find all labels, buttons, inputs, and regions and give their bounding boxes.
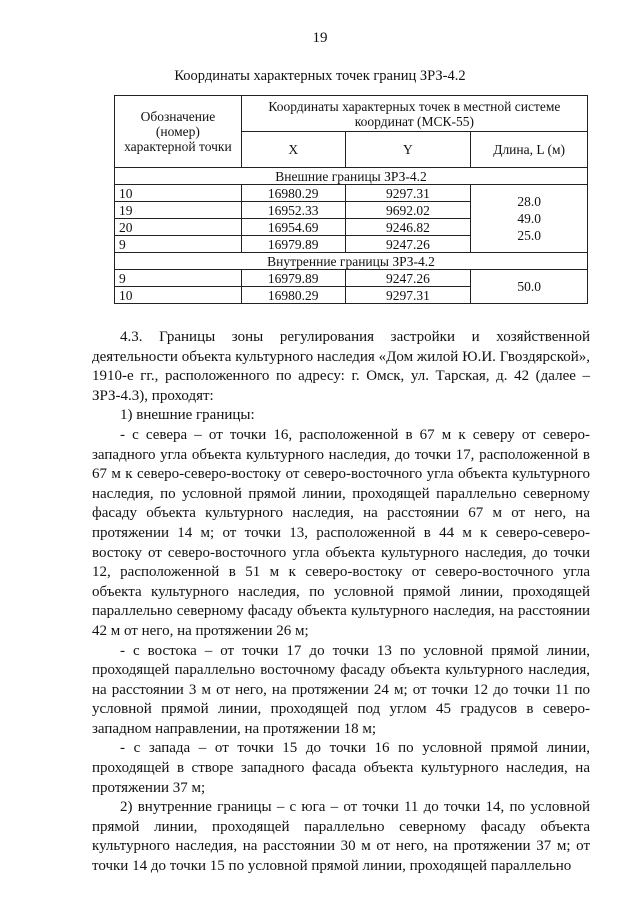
header-y-cell: Y [345,132,471,168]
body-text [92,328,590,877]
x-cell: 16979.89 [241,270,345,287]
point-cell: 10 [115,287,242,304]
y-cell: 9692.02 [345,202,471,219]
paragraph-west: - с запада – от точки 15 до точки 16 по условной прямой линии, проходящей в створе западного фасада объекта культурного наследия, на протяжении 37 м; [92,740,590,796]
point-cell: 9 [115,236,242,253]
length-value: 49.0 [517,211,541,226]
y-cell: 9246.82 [345,219,471,236]
x-cell: 16954.69 [241,219,345,236]
header-point-cell: Обозначение (номер) характерной точки [115,96,242,168]
point-cell: 20 [115,219,242,236]
section-title-inner: Внутренние границы ЗРЗ-4.2 [115,253,588,270]
paragraph-4-3: 4.3. Границы зоны регулирования застройки и хозяйственной деятельности объекта культурного наследия «Дом жилой Ю.И. Гвоздярской», 1910-е гг., расположенного по адресу: г. Омск, ул. Тарская, д. 42 (далее – ЗРЗ-4.3), проходят: [92,329,590,404]
table-row [115,270,588,287]
x-cell: 16979.89 [241,236,345,253]
length-cell-outer [471,185,588,253]
point-cell: 10 [115,185,242,202]
paragraph-inner-boundaries: 2) внутренние границы – с юга – от точки 11 до точки 14, по условной прямой линии, проходящей параллельно северному фасаду объекта культурного наследия, на расстоянии 30 м от него, на протяжении 37 м; от точки 14 до точки 15 по условной прямой линии, проходящей параллельно [92,799,590,875]
length-cell-inner: 50.0 [471,270,588,304]
paragraph-north: - с севера – от точки 16, расположенной в 67 м к северу от северо-западного угла объекта культурного наследия, до точки 17, расположенной в 67 м к северо-северо-востоку от северо-восточного угла объекта культурного наследия, по условной прямой линии, проходящей параллельно северному фасаду объекта культурного наследия, на расстоянии 67 м от него, на протяжении 14 м; от точки 13, расположенной в 44 м к северо-северо-востоку от северо-восточного угла объекта культурного наследия, до точки 12, расположенной в 51 м к северо-востоку от северо-восточного угла объекта культурного наследия, по условной прямой линии, проходящей параллельно северному фасаду объекта культурного наследия, на расстоянии 42 м от него, на протяжении 26 м; [92,426,590,639]
header-coords-cell: Координаты характерных точек в местной системе координат (МСК-55) [241,96,587,132]
section-title-outer: Внешние границы ЗРЗ-4.2 [115,168,588,185]
paragraph-east: - с востока – от точки 17 до точки 13 по условной прямой линии, проходящей параллельно восточному фасаду объекта культурного наследия, на расстоянии 3 м от него, на протяжении 24 м; от точки 12 до точки 11 по условной прямой линии, проходящей под углом 45 градусов в северо-западном направлении, на протяжении 18 м; [92,642,590,737]
x-cell: 16980.29 [241,185,345,202]
y-cell: 9297.31 [345,185,471,202]
page-number: 19 [312,30,328,46]
y-cell: 9247.26 [345,270,471,287]
table-row [115,185,588,202]
table-caption: Координаты характерных точек границ ЗРЗ-4.2 [174,68,466,84]
x-cell: 16980.29 [241,287,345,304]
point-cell: 9 [115,270,242,287]
point-cell: 19 [115,202,242,219]
y-cell: 9247.26 [345,236,471,253]
length-value: 28.0 [517,194,541,209]
paragraph-outer-boundaries: 1) внешние границы: [120,407,255,424]
coordinates-table [114,95,588,304]
y-cell: 9297.31 [345,287,471,304]
header-x-cell: X [241,132,345,168]
header-length-cell: Длина, L (м) [471,132,588,168]
x-cell: 16952.33 [241,202,345,219]
length-value: 25.0 [517,228,541,243]
